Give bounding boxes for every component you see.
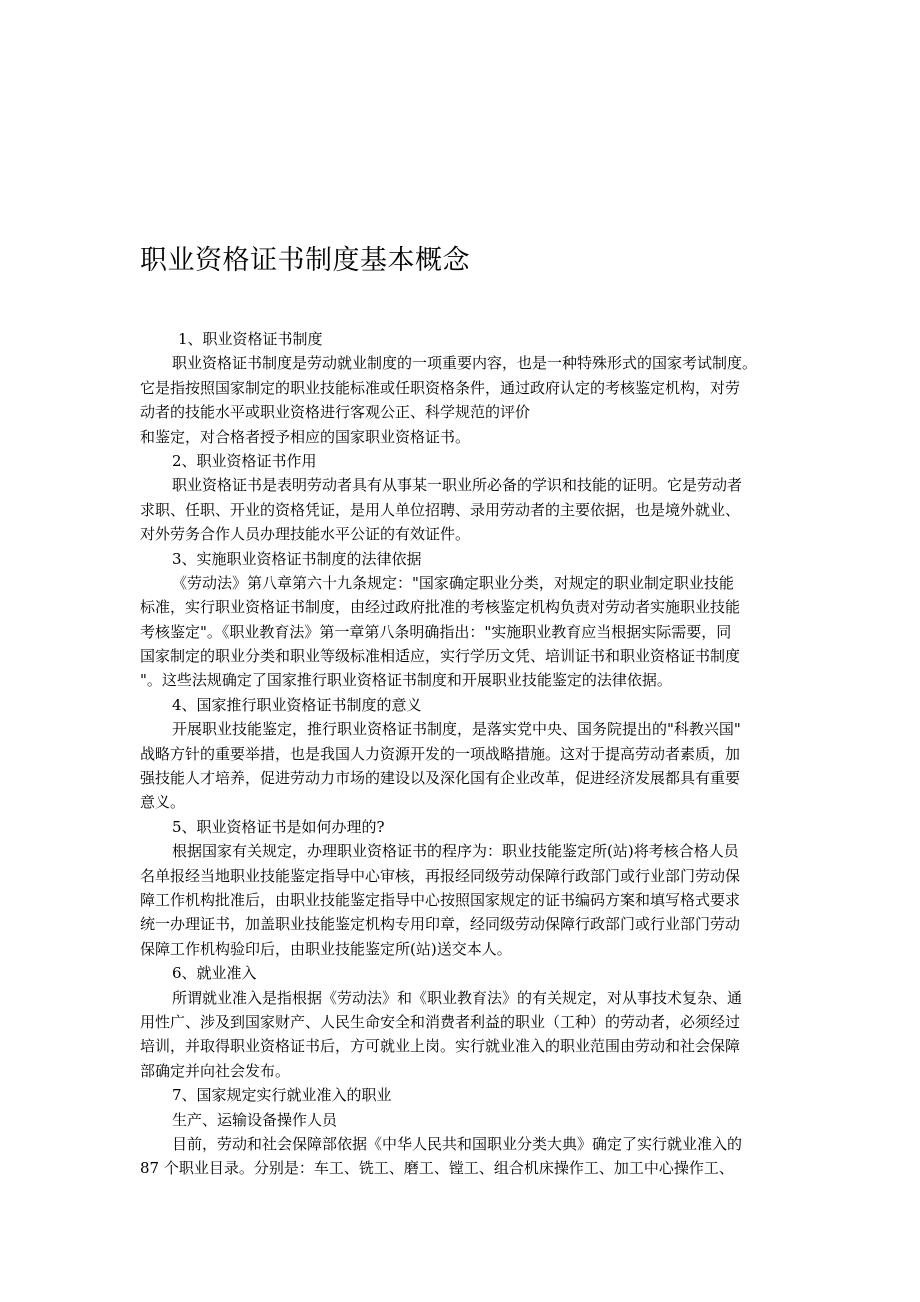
paragraph-line: 障工作机构批准后，由职业技能鉴定指导中心按照国家规定的证书编码方案和填写格式要求 (140, 890, 741, 909)
section-heading-5: 5、职业资格证书是如何办理的? (172, 817, 385, 836)
paragraph-line: 它是指按照国家制定的职业技能标准或任职资格条件，通过政府认定的考核鉴定机构，对劳 (140, 378, 741, 397)
paragraph-line: 职业资格证书制度是劳动就业制度的一项重要内容，也是一种特殊形式的国家考试制度。 (172, 354, 758, 373)
paragraph-line: 求职、任职、开业的资格凭证，是用人单位招聘、录用劳动者的主要依据，也是境外就业、 (140, 500, 741, 519)
paragraph-line: 87 个职业目录。分别是：车工、铣工、磨工、镗工、组合机床操作工、加工中心操作工、 (140, 1159, 734, 1178)
paragraph-line: 意义。 (140, 793, 186, 812)
paragraph-line: 所谓就业准入是指根据《劳动法》和《职业教育法》的有关规定，对从事技术复杂、通 (172, 988, 743, 1007)
section-heading-1: 1、职业资格证书制度 (178, 330, 323, 348)
paragraph-line: 国家制定的职业分类和职业等级标准相适应，实行学历文凭、培训证书和职业资格证书制度 (140, 647, 741, 666)
section-heading-3: 3、实施职业资格证书制度的法律依据 (172, 549, 422, 568)
subheading-line: 生产、运输设备操作人员 (172, 1110, 338, 1129)
paragraph-line: 强技能人才培养，促进劳动力市场的建设以及深化国有企业改革，促进经济发展都具有重要 (140, 769, 741, 788)
paragraph-line: 《劳动法》第八章第六十九条规定："国家确定职业分类，对规定的职业制定职业技能 (172, 573, 734, 592)
paragraph-line: "。这些法规确定了国家推行职业资格证书制度和开展职业技能鉴定的法律依据。 (140, 671, 672, 690)
section-heading-6: 6、就业准入 (172, 964, 257, 983)
paragraph-line: 和鉴定，对合格者授予相应的国家职业资格证书。 (140, 427, 471, 446)
paragraph-line: 战略方针的重要举措，也是我国人力资源开发的一项战略措施。这对于提高劳动者素质，加 (140, 744, 741, 763)
section-heading-7: 7、国家规定实行就业准入的职业 (172, 1086, 392, 1105)
paragraph-line: 保障工作机构验印后，由职业技能鉴定所(站)送交本人。 (140, 939, 512, 958)
paragraph-line: 根据国家有关规定，办理职业资格证书的程序为：职业技能鉴定所(站)将考核合格人员 (172, 842, 739, 861)
paragraph-line: 用性广、涉及到国家财产、人民生命安全和消费者利益的职业（工种）的劳动者，必须经过 (140, 1012, 741, 1031)
paragraph-line: 名单报经当地职业技能鉴定指导中心审核，再报经同级劳动保障行政部门或行业部门劳动保 (140, 866, 741, 885)
section-heading-4: 4、国家推行职业资格证书制度的意义 (172, 695, 422, 714)
paragraph-line: 部确定并向社会发布。 (140, 1061, 291, 1080)
page-title: 职业资格证书制度基本概念 (140, 245, 470, 276)
paragraph-line: 标准，实行职业资格证书制度，由经过政府批准的考核鉴定机构负责对劳动者实施职业技能 (140, 598, 741, 617)
paragraph-line: 开展职业技能鉴定，推行职业资格证书制度，是落实党中央、国务院提出的"科教兴国" (172, 720, 741, 739)
paragraph-line: 目前，劳动和社会保障部依据《中华人民共和国职业分类大典》确定了实行就业准入的 (172, 1134, 743, 1153)
paragraph-line: 动者的技能水平或职业资格进行客观公正、科学规范的评价 (140, 403, 531, 422)
paragraph-line: 考核鉴定"。《职业教育法》第一章第八条明确指出："实施职业教育应当根据实际需要，同 (140, 622, 732, 641)
paragraph-line: 职业资格证书是表明劳动者具有从事某一职业所必备的学识和技能的证明。它是劳动者 (172, 476, 743, 495)
document-body (140, 327, 785, 1181)
paragraph-line: 统一办理证书，加盖职业技能鉴定机构专用印章，经同级劳动保障行政部门或行业部门劳动 (140, 915, 741, 934)
section-heading-2: 2、职业资格证书作用 (172, 451, 317, 470)
paragraph-line: 培训，并取得职业资格证书后，方可就业上岗。实行就业准入的职业范围由劳动和社会保障 (140, 1037, 741, 1056)
paragraph-line: 对外劳务合作人员办理技能水平公证的有效证件。 (140, 525, 471, 544)
